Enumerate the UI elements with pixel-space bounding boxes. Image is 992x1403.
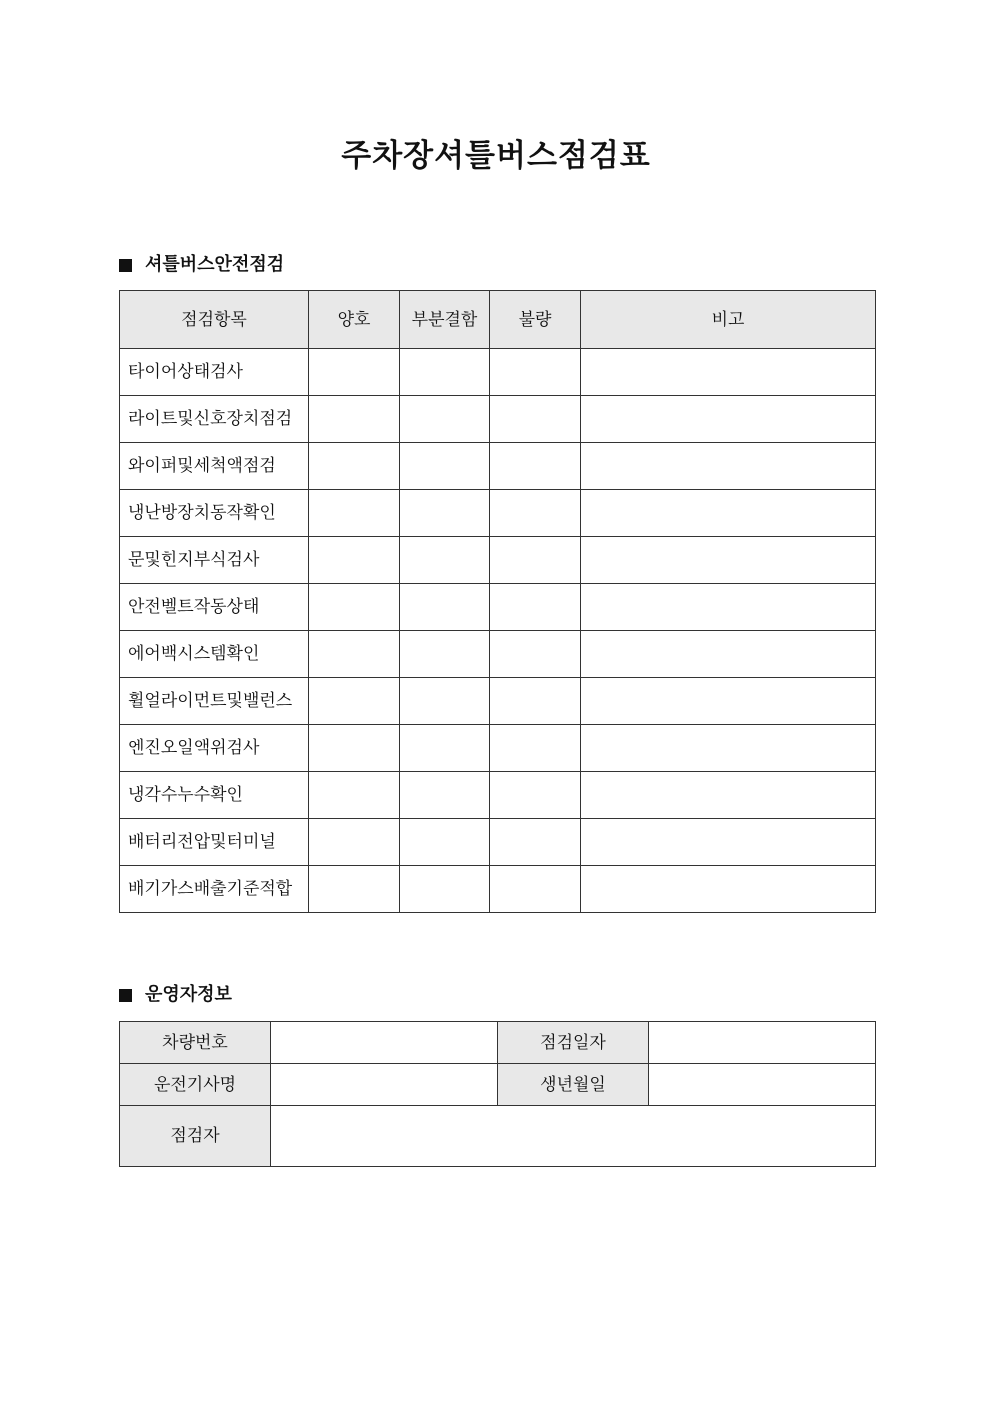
check-item-label: 휠얼라이먼트및밸런스	[120, 678, 309, 725]
bad-cell[interactable]	[490, 866, 581, 913]
birth-date-label: 생년월일	[498, 1064, 649, 1106]
bad-cell[interactable]	[490, 537, 581, 584]
table-row	[120, 537, 876, 584]
check-item-label: 라이트및신호장치점검	[120, 396, 309, 443]
table-row	[120, 866, 876, 913]
good-cell[interactable]	[309, 443, 400, 490]
good-cell[interactable]	[309, 866, 400, 913]
column-header-item: 점검항목	[120, 291, 309, 349]
note-cell[interactable]	[581, 490, 876, 537]
driver-name-field[interactable]	[271, 1064, 498, 1106]
column-header-partial: 부분결함	[400, 291, 490, 349]
partial-cell[interactable]	[400, 584, 490, 631]
table-row	[120, 678, 876, 725]
note-cell[interactable]	[581, 678, 876, 725]
column-header-note: 비고	[581, 291, 876, 349]
driver-name-label: 운전기사명	[120, 1064, 271, 1106]
note-cell[interactable]	[581, 772, 876, 819]
good-cell[interactable]	[309, 537, 400, 584]
bad-cell[interactable]	[490, 772, 581, 819]
bad-cell[interactable]	[490, 490, 581, 537]
table-row	[120, 396, 876, 443]
bad-cell[interactable]	[490, 396, 581, 443]
partial-cell[interactable]	[400, 396, 490, 443]
partial-cell[interactable]	[400, 772, 490, 819]
partial-cell[interactable]	[400, 866, 490, 913]
table-row	[120, 1022, 876, 1064]
inspector-field[interactable]	[271, 1106, 876, 1167]
note-cell[interactable]	[581, 631, 876, 678]
note-cell[interactable]	[581, 537, 876, 584]
note-cell[interactable]	[581, 349, 876, 396]
vehicle-number-field[interactable]	[271, 1022, 498, 1064]
operator-info-table	[119, 1021, 876, 1167]
inspection-date-field[interactable]	[649, 1022, 876, 1064]
good-cell[interactable]	[309, 584, 400, 631]
check-item-label: 냉난방장치동작확인	[120, 490, 309, 537]
good-cell[interactable]	[309, 349, 400, 396]
partial-cell[interactable]	[400, 819, 490, 866]
bad-cell[interactable]	[490, 725, 581, 772]
bad-cell[interactable]	[490, 678, 581, 725]
square-bullet-icon	[119, 259, 132, 272]
partial-cell[interactable]	[400, 349, 490, 396]
square-bullet-icon	[119, 989, 132, 1002]
partial-cell[interactable]	[400, 725, 490, 772]
partial-cell[interactable]	[400, 678, 490, 725]
good-cell[interactable]	[309, 490, 400, 537]
check-item-label: 엔진오일액위검사	[120, 725, 309, 772]
operator-section-heading	[119, 983, 232, 1007]
good-cell[interactable]	[309, 396, 400, 443]
good-cell[interactable]	[309, 725, 400, 772]
table-row	[120, 1106, 876, 1167]
good-cell[interactable]	[309, 631, 400, 678]
note-cell[interactable]	[581, 866, 876, 913]
safety-check-table	[119, 290, 876, 913]
table-header-row	[120, 291, 876, 349]
column-header-bad: 불량	[490, 291, 581, 349]
vehicle-number-label: 차량번호	[120, 1022, 271, 1064]
table-row	[120, 490, 876, 537]
table-row	[120, 584, 876, 631]
safety-section-title: 셔틀버스안전점검	[145, 254, 285, 275]
bad-cell[interactable]	[490, 819, 581, 866]
safety-section-heading	[119, 253, 284, 277]
table-row	[120, 819, 876, 866]
good-cell[interactable]	[309, 819, 400, 866]
check-item-label: 에어백시스템확인	[120, 631, 309, 678]
partial-cell[interactable]	[400, 537, 490, 584]
partial-cell[interactable]	[400, 490, 490, 537]
check-item-label: 타이어상태검사	[120, 349, 309, 396]
note-cell[interactable]	[581, 725, 876, 772]
partial-cell[interactable]	[400, 631, 490, 678]
check-item-label: 배터리전압및터미널	[120, 819, 309, 866]
inspection-date-label: 점검일자	[498, 1022, 649, 1064]
bad-cell[interactable]	[490, 631, 581, 678]
bad-cell[interactable]	[490, 349, 581, 396]
table-row	[120, 725, 876, 772]
partial-cell[interactable]	[400, 443, 490, 490]
check-item-label: 배기가스배출기준적합	[120, 866, 309, 913]
birth-date-field[interactable]	[649, 1064, 876, 1106]
check-item-label: 문및힌지부식검사	[120, 537, 309, 584]
inspector-label: 점검자	[120, 1106, 271, 1167]
table-row	[120, 443, 876, 490]
table-row	[120, 1064, 876, 1106]
bad-cell[interactable]	[490, 443, 581, 490]
table-row	[120, 349, 876, 396]
column-header-good: 양호	[309, 291, 400, 349]
operator-section-title: 운영자정보	[145, 984, 232, 1005]
note-cell[interactable]	[581, 443, 876, 490]
check-item-label: 와이퍼및세척액점검	[120, 443, 309, 490]
note-cell[interactable]	[581, 396, 876, 443]
page-title: 주차장셔틀버스점검표	[341, 138, 651, 174]
check-item-label: 안전벨트작동상태	[120, 584, 309, 631]
check-item-label: 냉각수누수확인	[120, 772, 309, 819]
table-row	[120, 631, 876, 678]
table-row	[120, 772, 876, 819]
good-cell[interactable]	[309, 678, 400, 725]
note-cell[interactable]	[581, 819, 876, 866]
note-cell[interactable]	[581, 584, 876, 631]
bad-cell[interactable]	[490, 584, 581, 631]
good-cell[interactable]	[309, 772, 400, 819]
